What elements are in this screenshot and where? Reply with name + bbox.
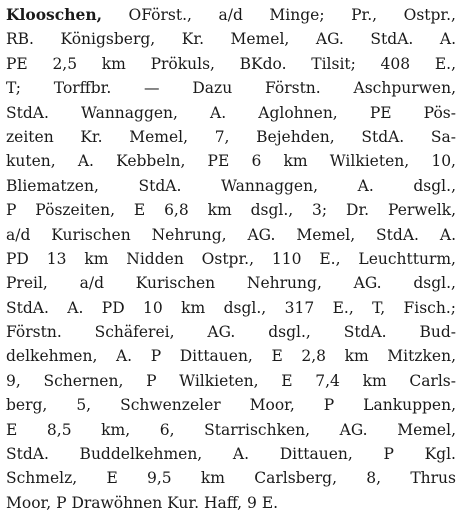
entry-line-16: 9, Schernen, P Wilkieten, E 7,4 km Carls- bbox=[6, 371, 456, 390]
entry-line-21: Moor, P Drawöhnen Kur. Haff, 9 E. bbox=[6, 493, 279, 512]
entry-line-8: Bliematzen, StdA. Wannaggen, A. dsgl., bbox=[6, 176, 456, 195]
entry-line-17: berg, 5, Schwenzeler Moor, P Lankuppen, bbox=[6, 396, 456, 415]
entry-line-4: T; Torffbr. — Dazu Förstn. Aschpurwen, bbox=[6, 79, 456, 98]
entry-line-13: StdA. A. PD 10 km dsgl., 317 E., T, Fisch.; bbox=[6, 298, 456, 317]
entry-line-12: Preil, a/d Kurischen Nehrung, AG. dsgl., bbox=[6, 274, 456, 293]
entry-line-1 bbox=[6, 3, 456, 27]
entry-line-6: zeiten Kr. Memel, 7, Bejehden, StdA. Sa- bbox=[6, 127, 456, 146]
entry-line-3: PE 2,5 km Prökuls, BKdo. Tilsit; 408 E., bbox=[6, 54, 456, 73]
entry-line-18: E 8,5 km, 6, Starrischken, AG. Memel, bbox=[6, 420, 456, 439]
entry-line-5: StdA. Wannaggen, A. Aglohnen, PE Pös- bbox=[6, 103, 456, 122]
entry-line-10: a/d Kurischen Nehrung, AG. Memel, StdA. A. bbox=[6, 225, 456, 244]
entry-line-1-text: OFörst., a/d Minge; Pr., Ostpr., bbox=[128, 6, 456, 24]
entry-line-14: Förstn. Schäferei, AG. dsgl., StdA. Bud- bbox=[6, 323, 456, 342]
entry-line-11: PD 13 km Nidden Ostpr., 110 E., Leuchtturm, bbox=[6, 249, 456, 268]
entry-line-20: Schmelz, E 9,5 km Carlsberg, 8, Thrus bbox=[6, 469, 456, 488]
entry-line-2: RB. Königsberg, Kr. Memel, AG. StdA. A. bbox=[6, 30, 456, 49]
entry-line-7: kuten, A. Kebbeln, PE 6 km Wilkieten, 10, bbox=[6, 152, 456, 171]
entry-line-9: P Pöszeiten, E 6,8 km dsgl., 3; Dr. Perwelk, bbox=[6, 201, 456, 220]
entry-line-19: StdA. Buddelkehmen, A. Dittauen, P Kgl. bbox=[6, 445, 456, 464]
entry-headword: Klooschen, bbox=[6, 5, 102, 24]
entry-line-15: delkehmen, A. P Dittauen, E 2,8 km Mitzken, bbox=[6, 347, 456, 366]
